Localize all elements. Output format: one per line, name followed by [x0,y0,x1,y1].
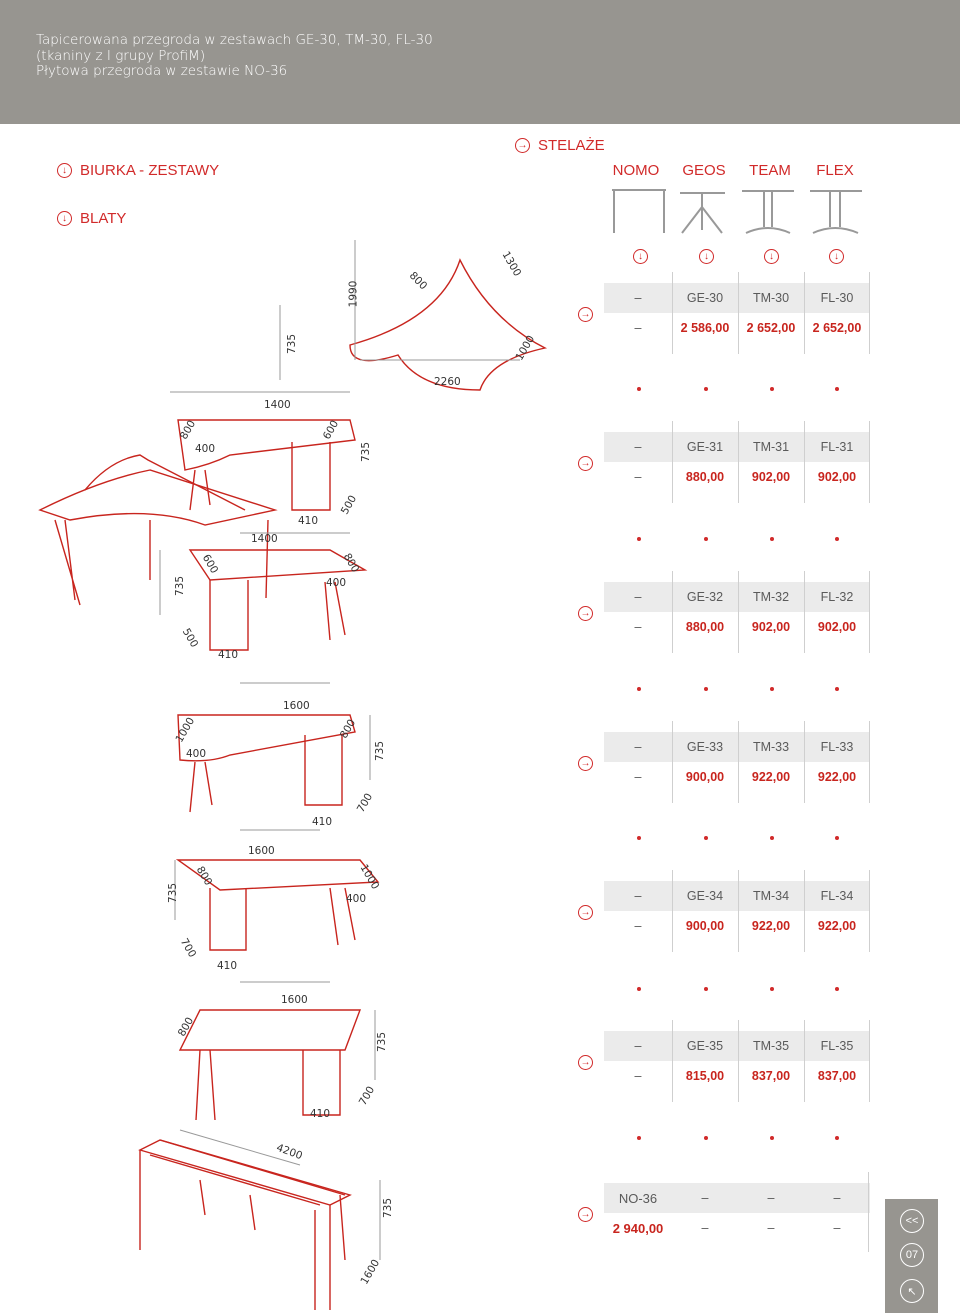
dim-label: 500 [338,493,360,517]
product-price: 815,00 [685,1069,725,1083]
product-price: 902,00 [817,470,857,484]
product-price: 2 586,00 [680,321,730,335]
dim-label: 800 [177,418,199,442]
product-price: 2 652,00 [812,321,862,335]
dim-label: 1990 [347,280,360,308]
divider [869,1020,870,1102]
dim-label: 600 [199,552,221,576]
dim-label: 400 [326,577,347,589]
dash: – [701,1221,709,1235]
dash: – [604,582,672,612]
divider [738,870,739,952]
product-code: TM-34 [738,881,804,911]
arrow-down-circle-icon: ↓ [829,249,844,264]
dim-label: 735 [167,882,180,904]
arrow-right-circle-icon: → [578,905,593,920]
dim-label: 1000 [173,715,198,745]
dash: – [634,770,642,784]
divider [804,721,805,803]
divider [869,421,870,503]
product-code: TM-31 [738,432,804,462]
dash: – [634,470,642,484]
product-code: FL-32 [804,582,870,612]
dot [770,836,774,840]
dot [835,387,839,391]
dim-label: 700 [354,791,376,815]
dim-label: 400 [195,443,216,455]
product-code: FL-30 [804,283,870,313]
dot [704,836,708,840]
dash: – [767,1221,775,1235]
dim-label: 410 [312,816,333,828]
dash: – [738,1183,804,1213]
product-price: 902,00 [751,620,791,634]
dash: – [634,321,642,335]
dot [835,987,839,991]
divider [869,571,870,653]
dim-label: 1600 [283,700,310,712]
dot-separator [600,535,860,543]
dim-label: 735 [374,740,387,762]
dash: – [604,283,672,313]
divider [738,1020,739,1102]
divider [804,421,805,503]
product-code: NO-36 [604,1183,672,1213]
arrow-down-circle-icon: ↓ [57,211,72,226]
divider [804,1020,805,1102]
dot [637,387,641,391]
arrow-right-circle-icon: → [578,1207,593,1222]
product-price: 900,00 [685,919,725,933]
dim-label: 700 [177,936,199,960]
dash: – [604,432,672,462]
dot-separator [600,385,860,393]
dim-label: 800 [340,551,362,575]
geos-frame-icon [680,193,725,233]
divider [804,870,805,952]
dim-label: 735 [174,575,187,597]
dash: – [634,620,642,634]
product-price: 902,00 [817,620,857,634]
dot [770,387,774,391]
dot [704,1136,708,1140]
dim-label: 735 [382,1197,395,1219]
dot [637,987,641,991]
dim-label: 1600 [358,1257,383,1287]
arrow-right-circle-icon: → [578,1055,593,1070]
dim-label: 800 [337,717,359,741]
dim-label: 410 [298,515,319,527]
dot [637,1136,641,1140]
dim-label: 1400 [251,533,278,545]
dim-label: 700 [356,1084,378,1108]
divider [672,421,673,503]
dim-label: 410 [310,1108,331,1120]
section-biurka [57,162,219,179]
divider [738,721,739,803]
dot [704,687,708,691]
header-line: (tkaniny z I grupy ProfiM) [36,47,206,64]
dot [770,987,774,991]
section-title: STELAŻE [538,137,605,154]
nomo-frame-icon [612,190,666,233]
divider [738,272,739,354]
frame-name-nomo: NOMO [612,162,660,179]
page-nav [885,1199,938,1313]
dash: – [672,1183,738,1213]
dash: – [634,1069,642,1083]
dash: – [833,1221,841,1235]
product-code: GE-30 [672,283,738,313]
divider [804,272,805,354]
dot-separator [600,685,860,693]
product-code: TM-32 [738,582,804,612]
dot [835,836,839,840]
product-price: 880,00 [685,470,725,484]
dim-label: 400 [346,893,367,905]
product-code: TM-33 [738,732,804,762]
dim-label: 800 [406,269,430,293]
page-number: 07 [900,1243,924,1267]
dot [637,836,641,840]
frame-name-flex: FLEX [816,162,854,179]
product-code: FL-35 [804,1031,870,1061]
product-price: 922,00 [817,770,857,784]
dot [637,687,641,691]
header-text [36,33,433,80]
divider [869,870,870,952]
product-code: GE-33 [672,732,738,762]
arrow-right-circle-icon: → [578,606,593,621]
divider [738,571,739,653]
product-code: TM-30 [738,283,804,313]
dim-label: 800 [175,1015,197,1039]
dot [835,537,839,541]
dim-label: 1400 [264,399,291,411]
frame-name-geos: GEOS [682,162,726,179]
product-price: 900,00 [685,770,725,784]
arrow-down-circle-icon: ↓ [57,163,72,178]
dim-label: 410 [218,649,239,661]
divider [869,272,870,354]
dim-label: 735 [360,441,373,463]
dot [770,537,774,541]
dim-label: 1600 [248,845,275,857]
dim-label: 400 [186,748,207,760]
dim-label: 1300 [499,249,524,279]
product-price: 2 652,00 [746,321,796,335]
dash: – [604,881,672,911]
arrow-right-circle-icon: → [578,456,593,471]
product-price: 922,00 [751,919,791,933]
divider [672,272,673,354]
team-frame-icon [742,191,794,233]
dim-label: 2260 [434,376,461,388]
divider [868,1172,869,1252]
divider [672,721,673,803]
product-price: 922,00 [817,919,857,933]
arrow-right-circle-icon: → [578,307,593,322]
product-code: FL-34 [804,881,870,911]
header-line: Płytowa przegroda w zestawie NO-36 [36,63,288,79]
dot [704,987,708,991]
arrow-down-circle-icon: ↓ [633,249,648,264]
dot [770,687,774,691]
divider [672,571,673,653]
product-code: GE-35 [672,1031,738,1061]
product-price: 902,00 [751,470,791,484]
dot-separator [600,1134,860,1142]
back-button[interactable]: << [900,1209,924,1233]
divider [672,1020,673,1102]
dash: – [804,1183,870,1213]
dim-label: 735 [286,333,299,355]
dot [835,1136,839,1140]
frame-name-team: TEAM [749,162,791,179]
divider [672,870,673,952]
section-title: BLATY [80,210,127,227]
dash: – [604,1031,672,1061]
dot [704,537,708,541]
arrow-right-circle-icon: → [515,138,530,153]
dim-label: 800 [193,864,215,888]
product-price: 837,00 [817,1069,857,1083]
flex-frame-icon [810,191,862,233]
frame-sketches [600,185,870,240]
dot [637,537,641,541]
cursor-icon[interactable]: ↖ [900,1279,924,1303]
product-code: TM-35 [738,1031,804,1061]
dot [770,1136,774,1140]
dot-separator [600,834,860,842]
dim-label: 1600 [281,994,308,1006]
product-code: FL-33 [804,732,870,762]
header-line: Tapicerowana przegroda w zestawach GE-30, TM-30, FL-30 [36,32,433,48]
dash: – [604,732,672,762]
product-code: GE-34 [672,881,738,911]
dim-label: 410 [217,960,238,972]
divider [804,571,805,653]
product-code: GE-31 [672,432,738,462]
product-code: GE-32 [672,582,738,612]
dash: – [634,919,642,933]
arrow-down-circle-icon: ↓ [764,249,779,264]
dot-separator [600,985,860,993]
dim-label: 500 [179,626,201,650]
product-price: 2 940,00 [612,1220,664,1236]
product-price: 880,00 [685,620,725,634]
product-price: 837,00 [751,1069,791,1083]
dot [835,687,839,691]
dim-label: 4200 [274,1141,304,1163]
section-title: BIURKA - ZESTAWY [80,162,220,179]
dim-label: 735 [376,1031,389,1053]
dim-label: 1000 [513,333,538,363]
dim-label: 600 [320,418,342,442]
arrow-down-circle-icon: ↓ [699,249,714,264]
product-price: 922,00 [751,770,791,784]
dot [704,387,708,391]
divider [738,421,739,503]
page-header [0,0,960,124]
section-stelaze [515,137,605,154]
product-code: FL-31 [804,432,870,462]
divider [869,721,870,803]
arrow-right-circle-icon: → [578,756,593,771]
dim-label: 1000 [357,862,382,892]
